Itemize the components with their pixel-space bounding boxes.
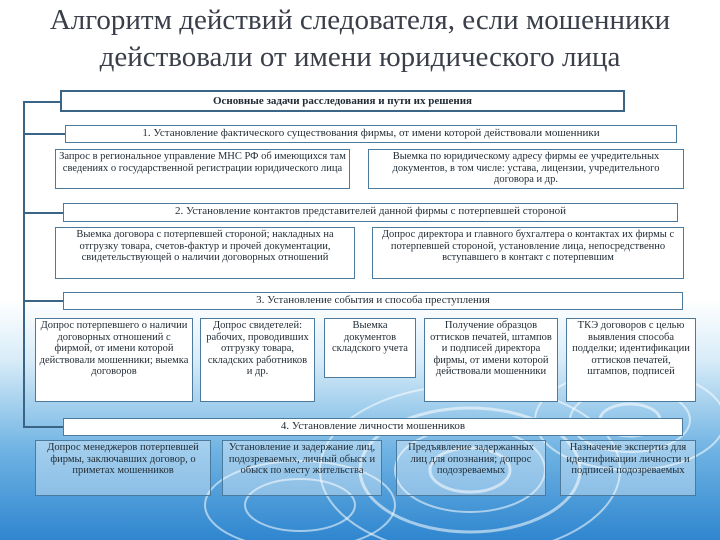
section-1-item-1: Запрос в региональное управление МНС РФ об имеющихся там сведениях о государственной регистрации юридического лица	[55, 149, 350, 189]
section-2-header: 2. Установление контактов представителей данной фирмы с потерпевшей стороной	[63, 203, 678, 222]
section-2-item-1: Выемка договора с потерпевшей стороной; накладных на отгрузку товара, счетов-фактур и прочей документации, свидетельствующей о наличии договорных отношений	[55, 227, 355, 279]
section-4-item-1: Допрос менеджеров потерпевшей фирмы, заключавших договор, о приметах мошенников	[35, 440, 211, 496]
section-3-item-4: Получение образцов оттисков печатей, штампов и подписей директора фирмы, от имени которой действовали мошенники	[424, 318, 558, 402]
section-3-header: 3. Установление события и способа преступления	[63, 292, 683, 310]
connector-section-1	[23, 133, 65, 135]
section-3-item-1: Допрос потерпевшего о наличии договорных отношений с фирмой, от имени которой действовали мошенники; выемка договоров	[35, 318, 193, 402]
connector-header	[23, 101, 61, 103]
section-4-header: 4. Установление личности мошенников	[63, 418, 683, 436]
section-3-item-5: ТКЭ договоров с целью выявления способа подделки; идентификации оттисков печатей, штампов, подписей	[566, 318, 696, 402]
section-1-item-2: Выемка по юридическому адресу фирмы ее учредительных документов, в том числе: устава, лицензии, учредительного договора и др.	[368, 149, 684, 189]
connector-section-3	[23, 300, 63, 302]
connector-section-4	[23, 426, 65, 428]
page-title: Алгоритм действий следователя, если мошенники действовали от имени юридического лица	[49, 4, 671, 73]
section-1-header: 1. Установление фактического существования фирмы, от имени которой действовали мошенники	[65, 125, 677, 143]
connector-trunk	[23, 101, 25, 427]
section-4-item-4: Назначение экспертиз для идентификации личности и подписей подозреваемых	[560, 440, 696, 496]
section-3-item-2: Допрос свидетелей: рабочих, проводивших отгрузку товара, складских работников и др.	[200, 318, 315, 402]
section-3-item-3: Выемка документов складского учета	[324, 318, 416, 378]
section-2-item-2: Допрос директора и главного бухгалтера о контактах их фирмы с потерпевшей стороной, установление лица, непосредственно вступавшего в контакт с потерпевшим	[372, 227, 684, 279]
main-header-box: Основные задачи расследования и пути их решения	[60, 90, 625, 112]
connector-section-2	[23, 212, 63, 214]
section-4-item-2: Установление и задержание лиц, подозреваемых, личный обыск и обыск по месту жительства	[222, 440, 382, 496]
section-4-item-3: Предъявление задержанных лиц для опознания; допрос подозреваемых	[396, 440, 546, 496]
